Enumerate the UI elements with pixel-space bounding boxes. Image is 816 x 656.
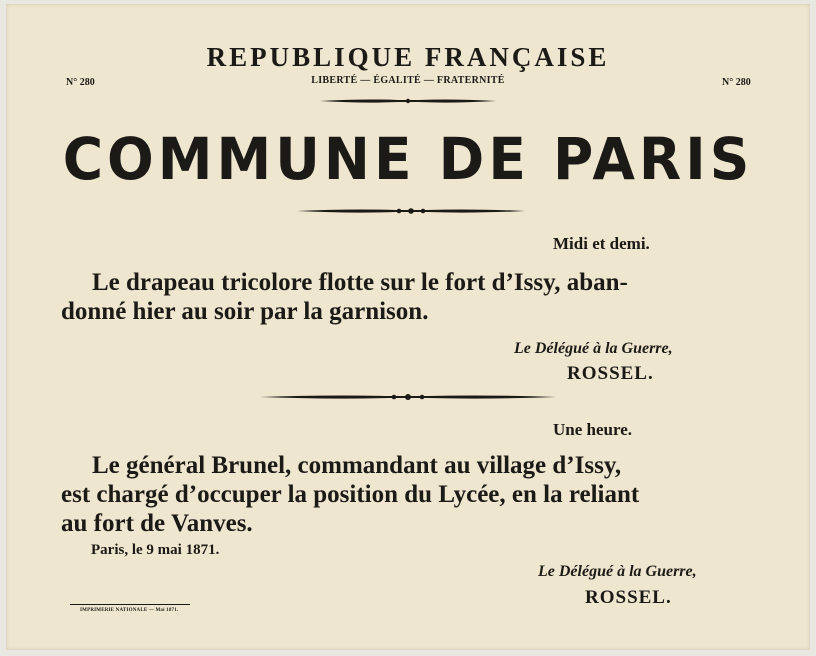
time-one-oclock: Une heure. [553, 420, 633, 439]
time-noon-thirty: Midi et demi. [553, 234, 650, 253]
poster-number-right: N° 280 [722, 77, 751, 88]
ornamental-rule-middle [295, 205, 527, 217]
printer-imprint: IMPRIMERIE NATIONALE — Mai 1871. [80, 608, 179, 613]
imprint-rule [70, 604, 190, 605]
ornamental-rule-top [318, 96, 498, 106]
dateline: Paris, le 9 mai 1871. [91, 542, 220, 558]
ornamental-rule-lower [258, 391, 558, 403]
signature-name-2: ROSSEL. [585, 587, 672, 608]
signature-name-1: ROSSEL. [567, 363, 654, 384]
announcement-2-line-1: Le général Brunel, commandant au village d’Issy, [92, 452, 622, 479]
announcement-2-line-2: est chargé d’occuper la position du Lycée, en la reliant [61, 481, 640, 508]
announcement-1-line-1: Le drapeau tricolore flotte sur le fort d’Issy, aban- [92, 269, 628, 296]
announcement-1-line-2: donné hier au soir par la garnison. [61, 298, 429, 325]
poster-title: COMMUNE DE PARIS [62, 125, 754, 193]
motto: LIBERTÉ — ÉGALITÉ — FRATERNITÉ [311, 75, 505, 86]
republic-heading: REPUBLIQUE FRANÇAISE [206, 42, 610, 72]
poster-number-left: N° 280 [66, 77, 95, 88]
signature-role-1: Le Délégué à la Guerre, [514, 340, 673, 357]
announcement-2-line-3: au fort de Vanves. [61, 510, 253, 537]
signature-role-2: Le Délégué à la Guerre, [538, 563, 697, 580]
